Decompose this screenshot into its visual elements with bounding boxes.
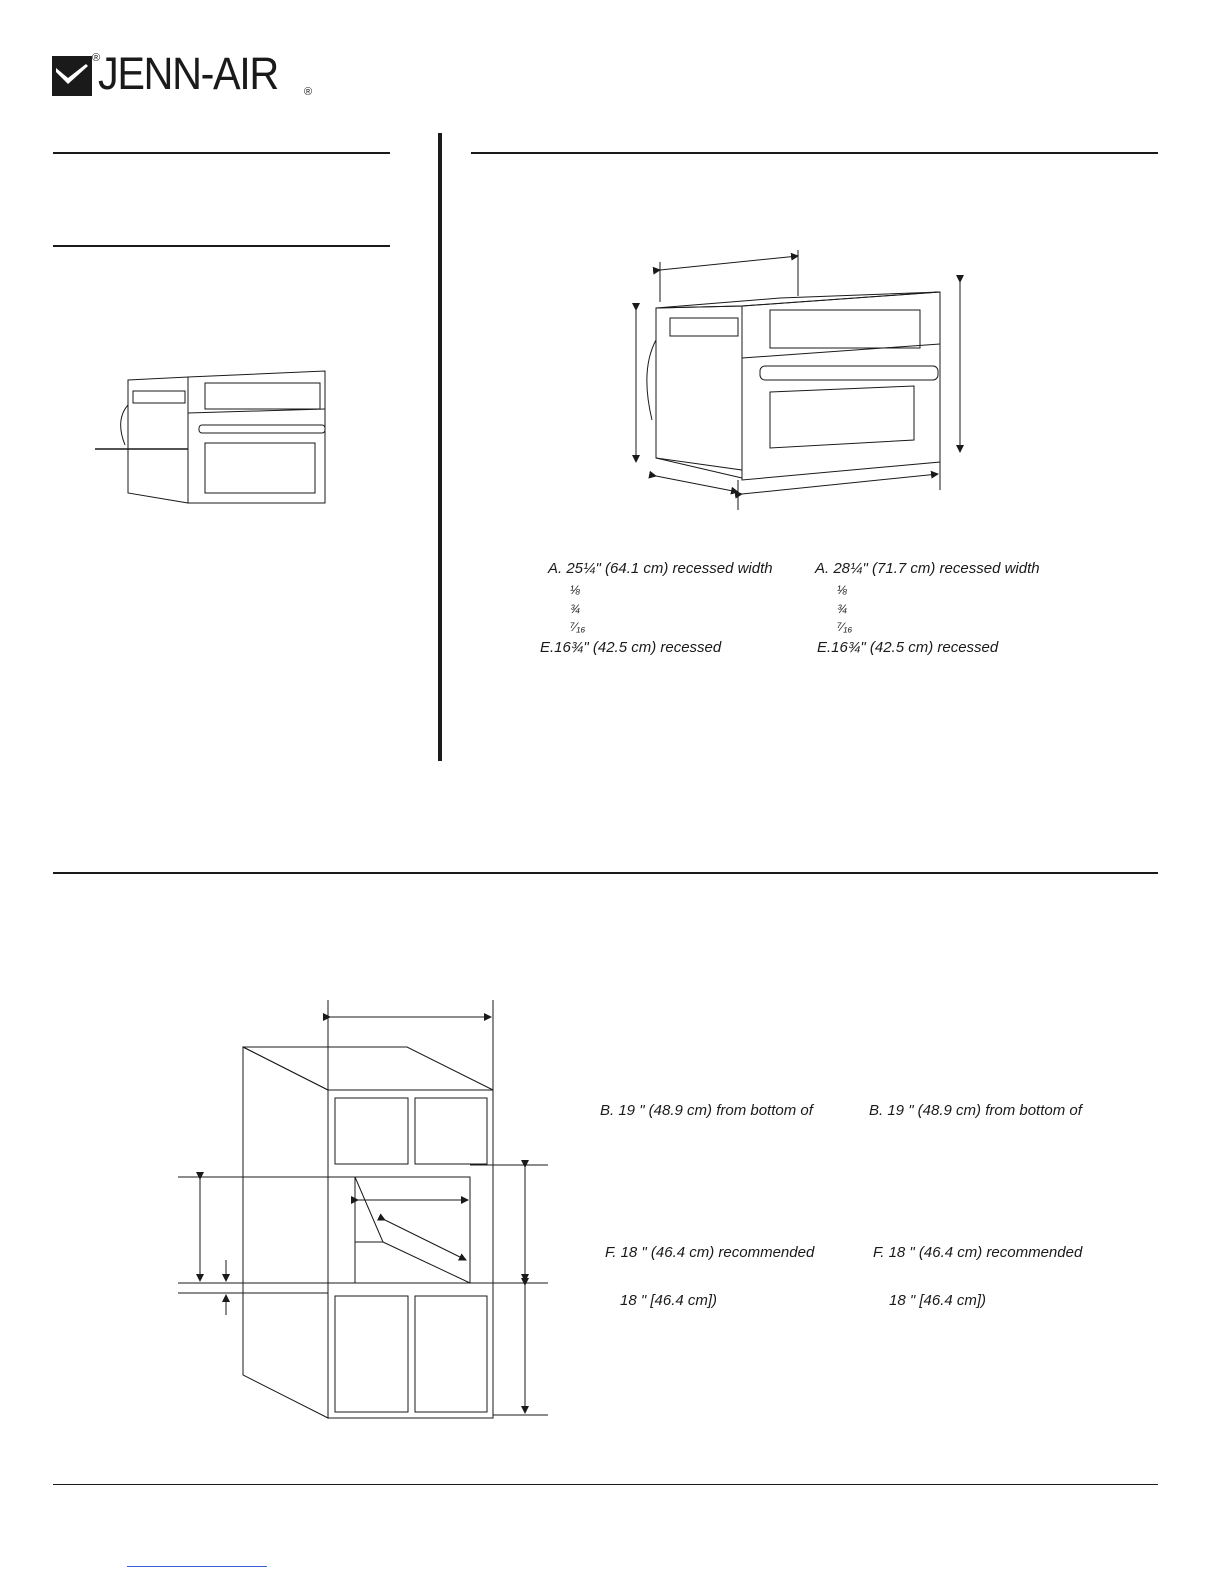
- footer-rule: [53, 1484, 1158, 1485]
- right-spec-d: ⁷⁄₁₆: [837, 620, 853, 634]
- column-divider: [438, 133, 442, 761]
- cabinet-left-f: F. 18 " (46.4 cm) recommended: [605, 1244, 815, 1261]
- left-spec-b: ⅛: [570, 583, 581, 597]
- left-spec-d: ⁷⁄₁₆: [570, 620, 586, 634]
- brand-name: JENN-AIR: [98, 48, 278, 99]
- oven-dimensions-illustration: [620, 240, 980, 520]
- right-spec-a: A. 28¼" (71.7 cm) recessed width: [815, 560, 1040, 577]
- left-spec-a: A. 25¼" (64.1 cm) recessed width: [548, 560, 773, 577]
- cabinet-right-b: B. 19 " (48.9 cm) from bottom of: [869, 1102, 1082, 1119]
- cabinet-cutout-illustration: [170, 990, 560, 1430]
- section-rule: [53, 872, 1158, 874]
- logo-mark-icon: [52, 56, 96, 100]
- left-spec-e: E.16¾" (42.5 cm) recessed: [540, 639, 722, 656]
- left-spec-c: ¾: [570, 602, 581, 616]
- registered-mark: ®: [92, 52, 101, 64]
- registered-mark-trailing: ®: [304, 86, 313, 98]
- cabinet-left-g: 18 " [46.4 cm]): [620, 1292, 718, 1309]
- left-second-rule: [53, 245, 390, 247]
- small-oven-illustration: [95, 365, 335, 515]
- jenn-air-logo: [52, 48, 322, 110]
- cabinet-right-f: F. 18 " (46.4 cm) recommended: [873, 1244, 1083, 1261]
- cabinet-right-g: 18 " [46.4 cm]): [889, 1292, 987, 1309]
- right-top-rule: [471, 152, 1158, 154]
- left-top-rule: [53, 152, 390, 154]
- footer-link[interactable]: [127, 1566, 267, 1567]
- cabinet-left-b: B. 19 " (48.9 cm) from bottom of: [600, 1102, 813, 1119]
- right-spec-e: E.16¾" (42.5 cm) recessed: [817, 639, 999, 656]
- right-spec-b: ⅛: [837, 583, 848, 597]
- right-spec-c: ¾: [837, 602, 848, 616]
